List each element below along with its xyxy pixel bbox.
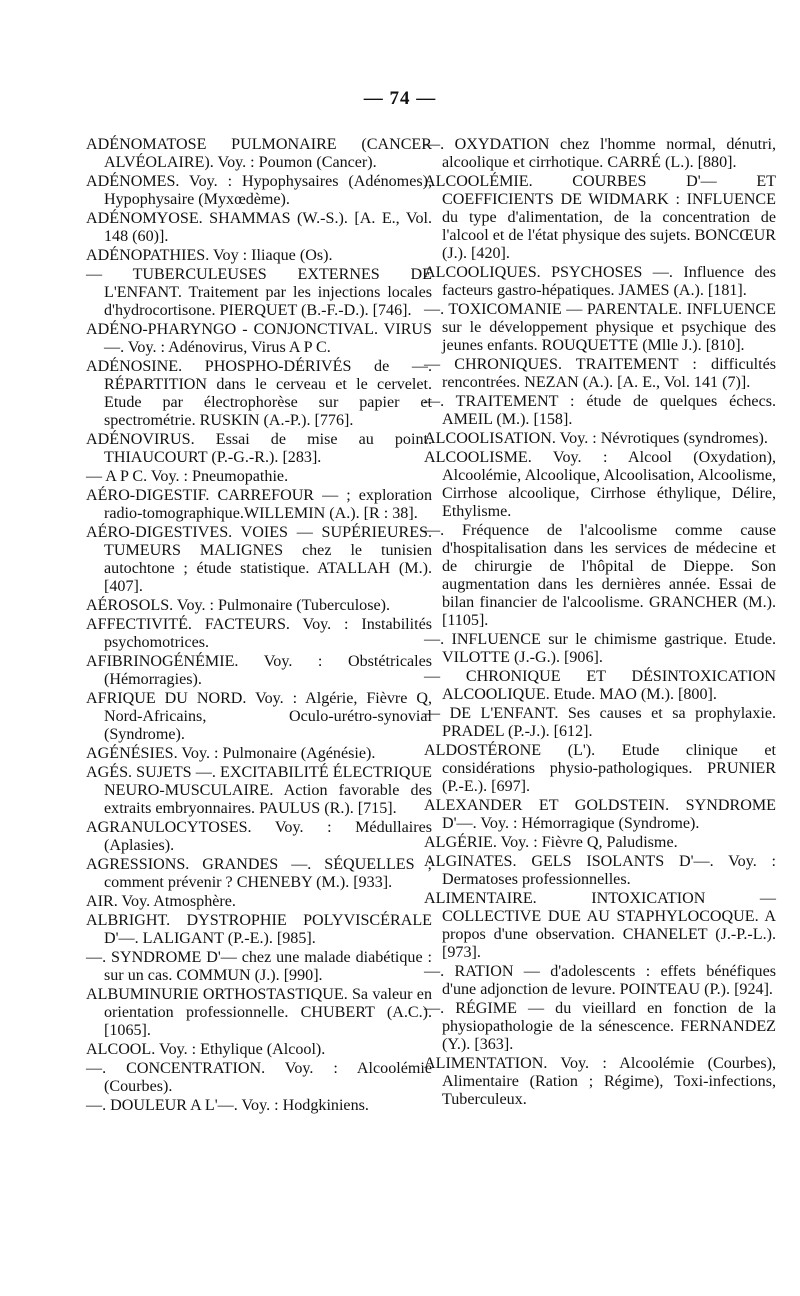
index-entry: ALCOOL. Voy. : Ethylique (Alcool). [86, 1041, 326, 1058]
index-entry: ALCOOLIQUES. PSYCHOSES —. Influence des facteurs gastro-hépatiques. JAMES (A.). [181]. [424, 264, 776, 299]
index-entry: —. TRAITEMENT : étude de quelques échecs. AMEIL (M.). [158]. [424, 393, 776, 428]
index-entry: AFRIQUE DU NORD. Voy. : Algérie, Fièvre Q, Nord-Africains, Oculo-urétro-synovial (Syndrome). [86, 690, 432, 743]
index-entry: —. TOXICOMANIE — PARENTALE. INFLUENCE sur le développement physique et psychique des jeunes enfants. ROUQUETTE (Mlle J.). [810]. [424, 301, 776, 354]
left-column [86, 136, 432, 1116]
index-entry: AÉRO-DIGESTIVES. VOIES — SUPÉRIEURES. TUMEURS MALIGNES chez le tunisien autochtone ; étude statistique. ATALLAH (M.). [407]. [86, 524, 432, 595]
index-entry: ALBRIGHT. DYSTROPHIE POLYVISCÉRALE D'—. LALIGANT (P.-E.). [985]. [86, 912, 432, 947]
index-entry: —. DOULEUR A L'—. Voy. : Hodgkiniens. [86, 1097, 369, 1114]
index-entry: — A P C. Voy. : Pneumopathie. [86, 468, 289, 485]
index-entry: ADÉNOMES. Voy. : Hypophysaires (Adénomes), Hypophysaire (Myxœdème). [86, 173, 432, 208]
index-entry: ADÉNOMYOSE. SHAMMAS (W.-S.). [A. E., Vol. 148 (60)]. [86, 210, 432, 245]
index-entry: ALCOOLÉMIE. COURBES D'— ET COEFFICIENTS DE WIDMARK : INFLUENCE du type d'alimentation, de la concentration de l'alcool et de l'état physique des sujets. BONCŒUR (J.). [420]. [424, 173, 776, 262]
index-entry: — TUBERCULEUSES EXTERNES DE L'ENFANT. Traitement par les injections locales d'hydrocortisone. PIERQUET (B.-F.-D.). [746]. [86, 266, 432, 319]
index-entry: —. OXYDATION chez l'homme normal, dénutri, alcoolique et cirrhotique. CARRÉ (L.). [880]. [424, 136, 776, 171]
index-entry: — CHRONIQUES. TRAITEMENT : difficultés rencontrées. NEZAN (A.). [A. E., Vol. 141 (7)]. [424, 356, 776, 391]
index-entry: ADÉNOSINE. PHOSPHO-DÉRIVÉS de —. RÉPARTITION dans le cerveau et le cervelet. Etude par électrophorèse sur papier et spectrométrie. RUSKIN (A.-P.). [776]. [86, 358, 432, 429]
index-entry: AGRESSIONS. GRANDES —. SÉQUELLES ; comment prévenir ? CHENEBY (M.). [933]. [86, 856, 432, 891]
index-entry: —. RÉGIME — du vieillard en fonction de la physiopathologie de la sénescence. FERNANDEZ (Y.). [363]. [424, 1000, 776, 1053]
index-entry: ALBUMINURIE ORTHOSTASTIQUE. Sa valeur en orientation professionnelle. CHUBERT (A.C.). [1065]. [86, 986, 432, 1039]
index-entry: ADÉNOMATOSE PULMONAIRE (CANCER ALVÉOLAIRE). Voy. : Poumon (Cancer). [86, 136, 432, 171]
index-entry: —. Fréquence de l'alcoolisme comme cause d'hospitalisation dans les services de médecine et de chirurgie de l'hôpital de Dieppe. Son augmentation dans les dernières année. Essai de bilan financier de l'alcoolisme. GRANCHER (M.). [1105]. [424, 522, 776, 629]
index-entry: —. RATION — d'adolescents : effets bénéfiques d'une adjonction de levure. POINTEAU (P.). [924]. [424, 963, 776, 998]
index-entry: ALGÉRIE. Voy. : Fièvre Q, Paludisme. [424, 834, 678, 851]
index-entry: ALIMENTAIRE. INTOXICATION — COLLECTIVE DUE AU STAPHYLOCOQUE. A propos d'une observation. CHANELET (J.-P.-L.). [973]. [424, 890, 776, 961]
index-entry: AGRANULOCYTOSES. Voy. : Médullaires (Aplasies). [86, 819, 432, 854]
right-column [424, 136, 776, 1110]
index-entry: ALGINATES. GELS ISOLANTS D'—. Voy. : Dermatoses professionnelles. [424, 853, 776, 888]
index-entry: — CHRONIQUE ET DÉSINTOXICATION ALCOOLIQUE. Etude. MAO (M.). [800]. [424, 668, 776, 703]
index-entry: ALEXANDER ET GOLDSTEIN. SYNDROME D'—. Voy. : Hémorragique (Syndrome). [424, 797, 776, 832]
index-entry: —. SYNDROME D'— chez une malade diabétique : sur un cas. COMMUN (J.). [990]. [86, 949, 432, 984]
index-entry: AGÉNÉSIES. Voy. : Pulmonaire (Agénésie). [86, 745, 376, 762]
index-entry: AÉRO-DIGESTIF. CARREFOUR — ; exploration radio-tomographique.WILLEMIN (A.). [R : 38]. [86, 487, 432, 522]
index-entry: ADÉNOPATHIES. Voy : Iliaque (Os). [86, 247, 333, 264]
index-entry: ADÉNOVIRUS. Essai de mise au point. THIAUCOURT (P.-G.-R.). [283]. [86, 431, 432, 466]
index-entry: AFIBRINOGÉNÉMIE. Voy. : Obstétricales (Hémorragies). [86, 653, 432, 688]
index-entry: ALDOSTÉRONE (L'). Etude clinique et considérations physio-pathologiques. PRUNIER (P.-E.). [697]. [424, 742, 776, 795]
index-entry: ADÉNO-PHARYNGO - CONJONCTIVAL. VIRUS —. Voy. : Adénovirus, Virus A P C. [86, 321, 432, 356]
index-entry: —. CONCENTRATION. Voy. : Alcoolémie (Courbes). [86, 1060, 432, 1095]
index-entry: AFFECTIVITÉ. FACTEURS. Voy. : Instabilités psychomotrices. [86, 616, 432, 651]
index-entry: ALCOOLISATION. Voy. : Névrotiques (syndromes). [424, 430, 768, 447]
index-entry: AÉROSOLS. Voy. : Pulmonaire (Tuberculose). [86, 597, 390, 614]
index-entry: AIR. Voy. Atmosphère. [86, 893, 236, 910]
index-entry: ALIMENTATION. Voy. : Alcoolémie (Courbes), Alimentaire (Ration ; Régime), Toxi-infections, Tuberculeux. [424, 1055, 776, 1108]
index-entry: AGÉS. SUJETS —. EXCITABILITÉ ÉLECTRIQUE NEURO-MUSCULAIRE. Action favorable des extraits embryonnaires. PAULUS (R.). [715]. [86, 764, 432, 817]
index-entry: — DE L'ENFANT. Ses causes et sa prophylaxie. PRADEL (P.-J.). [612]. [424, 705, 776, 740]
index-entry: —. INFLUENCE sur le chimisme gastrique. Etude. VILOTTE (J.-G.). [906]. [424, 631, 776, 666]
page-number: — 74 — [363, 88, 437, 109]
index-entry: ALCOOLISME. Voy. : Alcool (Oxydation), Alcoolémie, Alcoolique, Alcoolisation, Alcoolisme, Cirrhose alcoolique, Cirrhose éthylique, Délire, Ethylisme. [424, 449, 776, 520]
